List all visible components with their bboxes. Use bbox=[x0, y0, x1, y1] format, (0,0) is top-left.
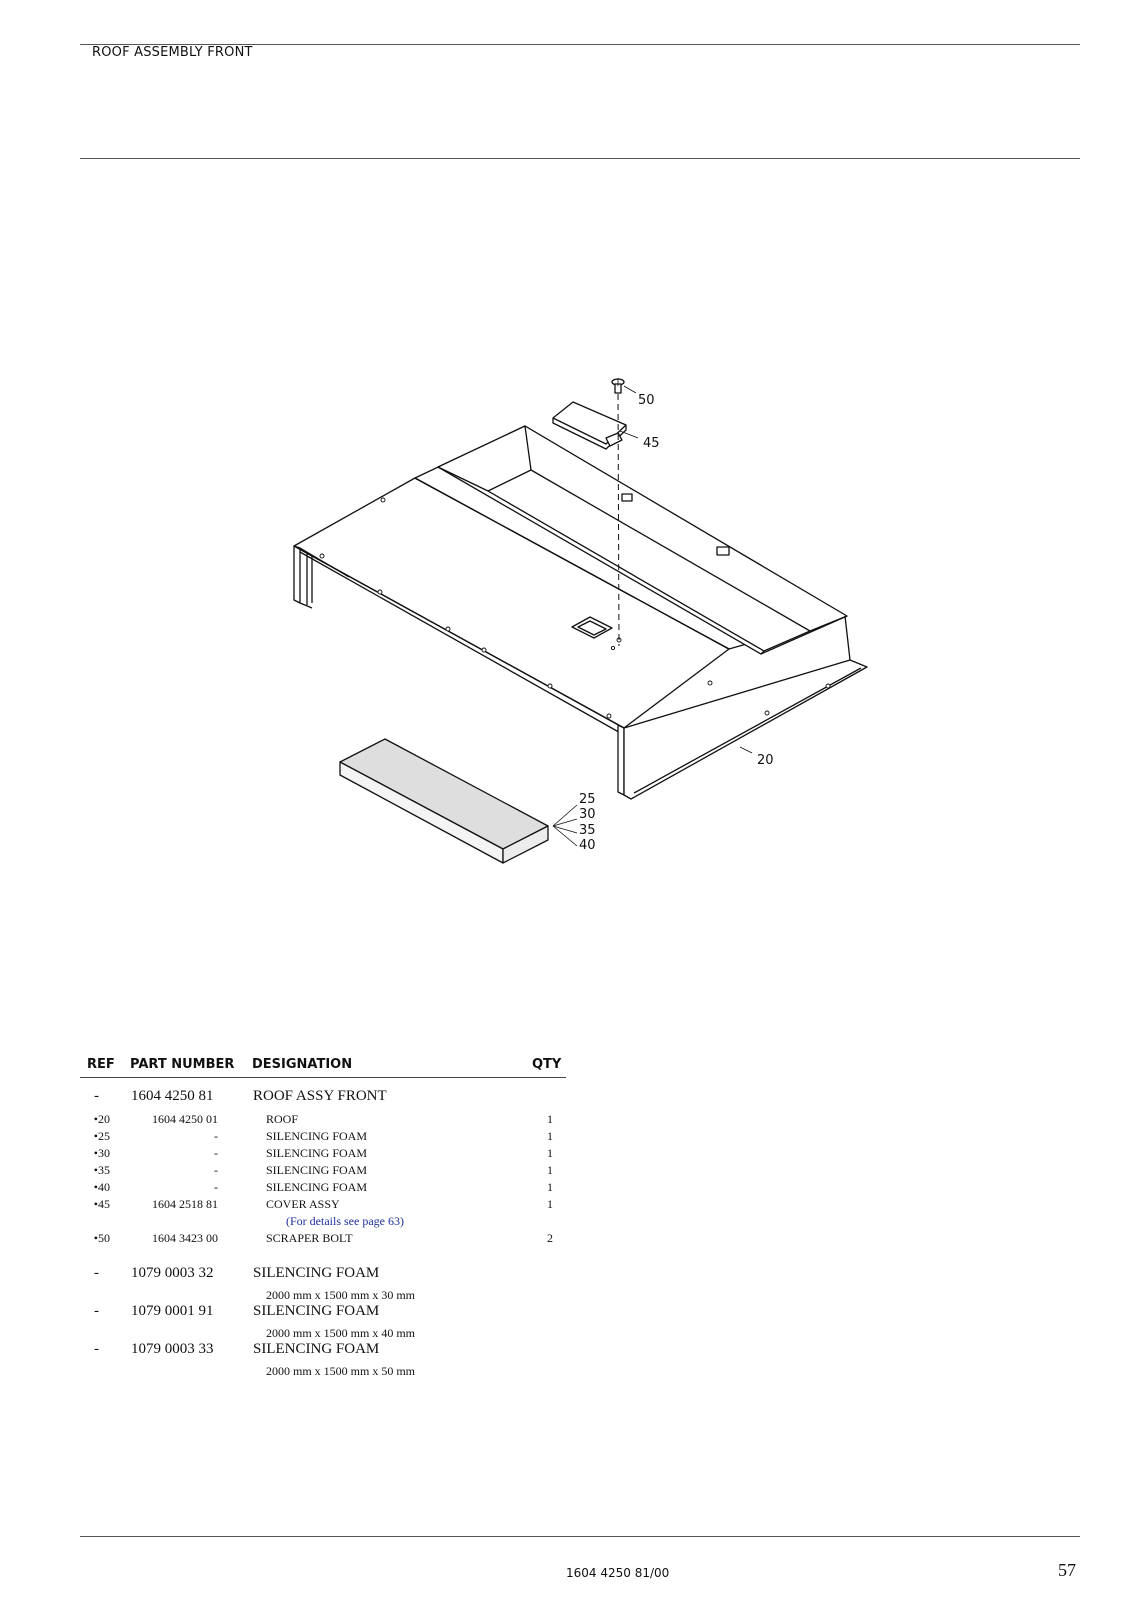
part-number-cell: 1604 2518 81 bbox=[152, 1197, 218, 1211]
document-number: 1604 4250 81/00 bbox=[566, 1566, 670, 1580]
designation-cell: ROOF bbox=[266, 1112, 299, 1126]
ref-cell: •20 bbox=[93, 1112, 110, 1126]
qty-cell: 1 bbox=[547, 1180, 553, 1194]
qty-cell: 2 bbox=[547, 1231, 553, 1245]
designation-cell: SILENCING FOAM bbox=[266, 1180, 368, 1194]
part-number-cell: 1079 0003 33 bbox=[131, 1341, 214, 1357]
part-number-cell: - bbox=[214, 1146, 218, 1160]
callout-40: 40 bbox=[579, 838, 596, 853]
qty-cell: 1 bbox=[547, 1112, 553, 1126]
callout-35: 35 bbox=[579, 823, 596, 838]
qty-cell: 1 bbox=[547, 1197, 553, 1211]
size-cell: 2000 mm x 1500 mm x 40 mm bbox=[266, 1326, 416, 1340]
ref-cell: •25 bbox=[93, 1129, 110, 1143]
part-number-cell: 1604 4250 81 bbox=[131, 1088, 214, 1104]
callout-50: 50 bbox=[638, 393, 655, 408]
part-number-cell: 1604 4250 01 bbox=[152, 1112, 218, 1126]
part-number-cell: - bbox=[214, 1180, 218, 1194]
page-number: 57 bbox=[1058, 1560, 1076, 1580]
designation-cell: COVER ASSY bbox=[266, 1197, 340, 1211]
part-number-cell: - bbox=[214, 1129, 218, 1143]
designation-cell: SILENCING FOAM bbox=[266, 1129, 368, 1143]
size-cell: 2000 mm x 1500 mm x 30 mm bbox=[266, 1288, 416, 1302]
qty-cell: 1 bbox=[547, 1146, 553, 1160]
ref-cell: •45 bbox=[93, 1197, 110, 1211]
designation-cell: SILENCING FOAM bbox=[266, 1163, 368, 1177]
part-number-cell: 1604 3423 00 bbox=[152, 1231, 218, 1245]
ref-cell: •40 bbox=[93, 1180, 110, 1194]
designation-cell: SILENCING FOAM bbox=[253, 1341, 380, 1357]
page-reference-note[interactable]: (For details see page 63) bbox=[286, 1214, 404, 1228]
roof-left-wall bbox=[294, 546, 300, 603]
ref-cell: •35 bbox=[93, 1163, 110, 1177]
designation-cell: SCRAPER BOLT bbox=[266, 1231, 353, 1245]
ref-cell: - bbox=[94, 1088, 99, 1104]
col-header-ref: REF bbox=[87, 1057, 115, 1072]
designation-cell: SILENCING FOAM bbox=[266, 1146, 368, 1160]
scraper-bolt bbox=[612, 378, 624, 393]
designation-cell: SILENCING FOAM bbox=[253, 1303, 380, 1319]
callout-30: 30 bbox=[579, 807, 596, 822]
ref-cell: •30 bbox=[93, 1146, 110, 1160]
header-rule bbox=[80, 1077, 566, 1078]
callout-25: 25 bbox=[579, 792, 596, 807]
ref-cell: •50 bbox=[93, 1231, 110, 1245]
col-header-qty: QTY bbox=[532, 1057, 562, 1072]
ref-cell: - bbox=[94, 1303, 99, 1319]
qty-cell: 1 bbox=[547, 1163, 553, 1177]
ref-cell: - bbox=[94, 1341, 99, 1357]
roof-right-wall bbox=[618, 725, 624, 795]
col-header-designation: DESIGNATION bbox=[252, 1057, 353, 1072]
qty-cell: 1 bbox=[547, 1129, 553, 1143]
footer-rule bbox=[80, 1536, 1080, 1537]
size-cell: 2000 mm x 1500 mm x 50 mm bbox=[266, 1364, 416, 1378]
part-number-cell: 1079 0001 91 bbox=[131, 1303, 214, 1319]
part-number-cell: 1079 0003 32 bbox=[131, 1265, 214, 1281]
col-header-part-number: PART NUMBER bbox=[130, 1057, 235, 1072]
part-number-cell: - bbox=[214, 1163, 218, 1177]
designation-cell: ROOF ASSY FRONT bbox=[253, 1088, 387, 1104]
callout-45: 45 bbox=[643, 436, 660, 451]
designation-cell: SILENCING FOAM bbox=[253, 1265, 380, 1281]
silencing-foam-block bbox=[340, 739, 548, 863]
callout-20: 20 bbox=[757, 753, 774, 768]
page-header-title: ROOF ASSEMBLY FRONT bbox=[92, 45, 253, 60]
ref-cell: - bbox=[94, 1265, 99, 1281]
